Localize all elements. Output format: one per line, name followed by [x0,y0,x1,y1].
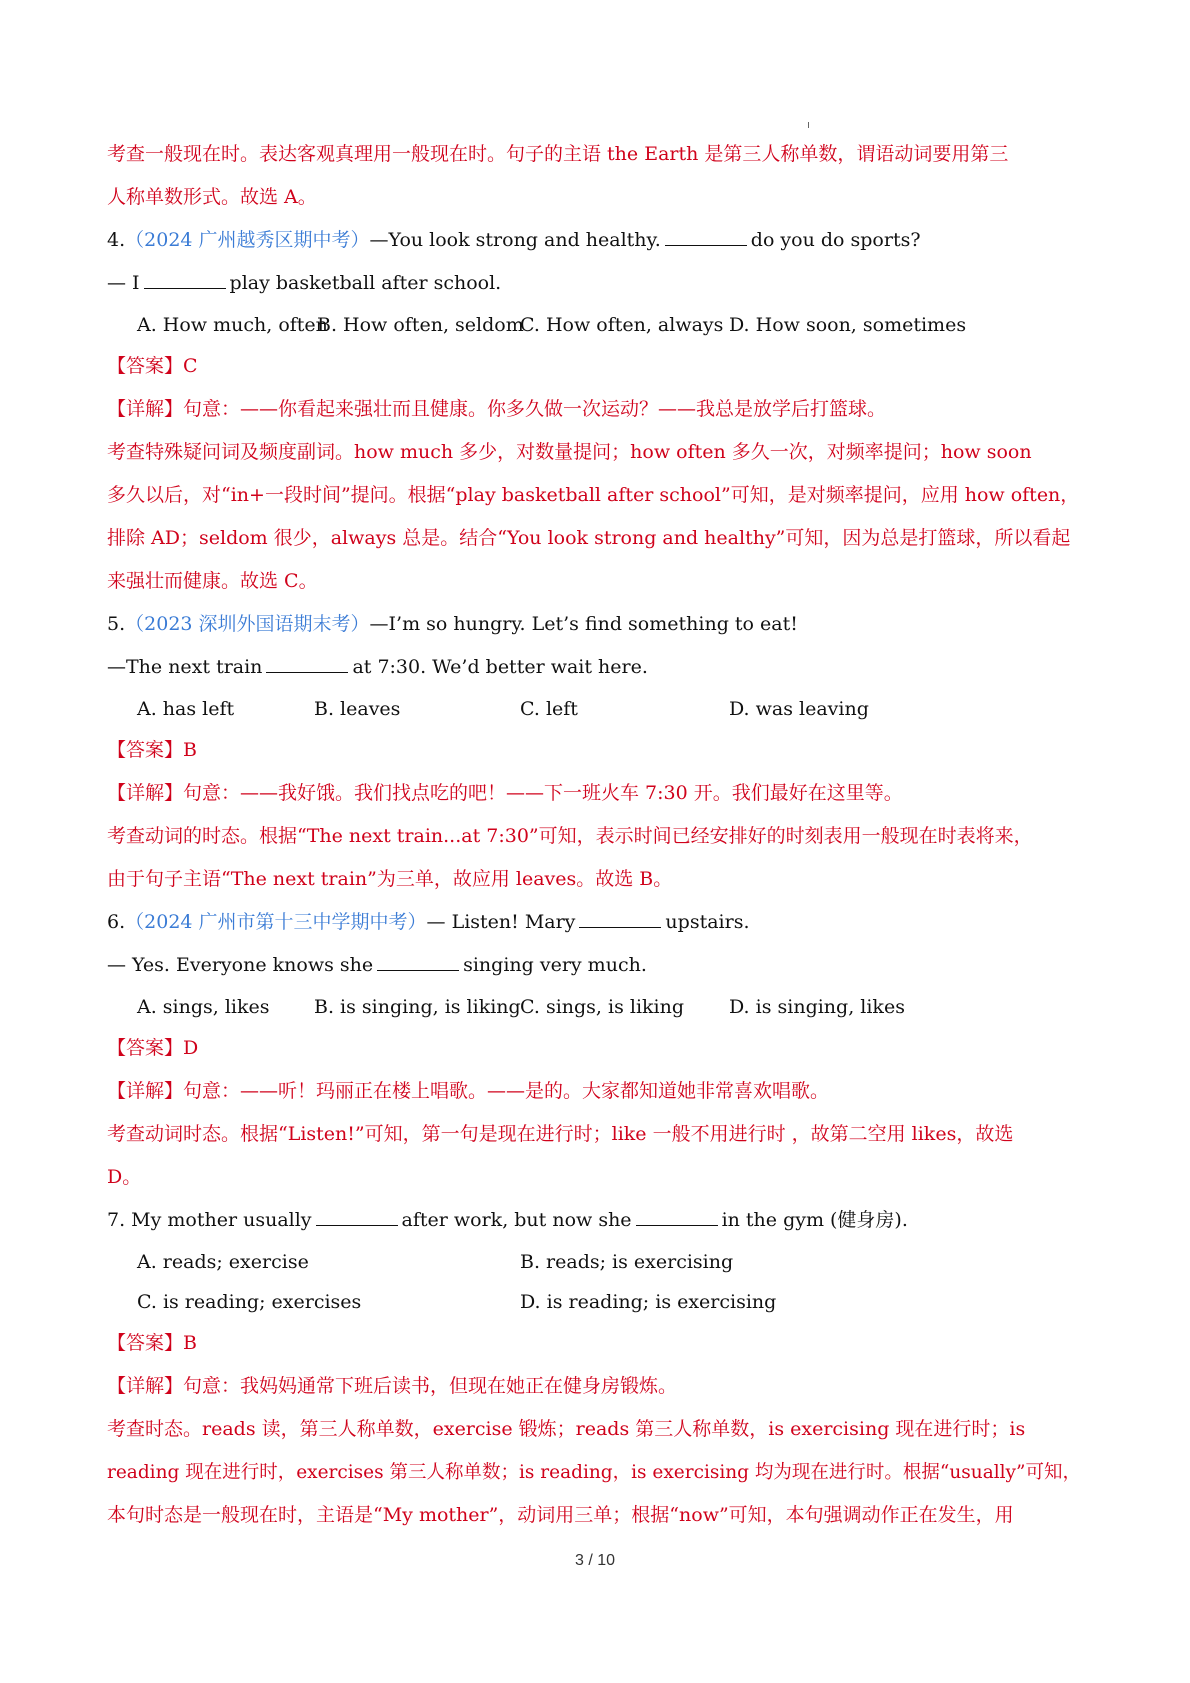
option-d: D. was leaving [729,698,869,720]
answer-label: 【答案】 [107,739,184,761]
explanation-line: 来强壮而健康。故选 C。 [107,570,318,592]
detail-label: 【详解】 [107,1080,184,1102]
option-a: A. How much, often [137,314,328,336]
stem-text: do you do sports? [750,229,921,251]
question-5-stem-2 [107,646,1087,689]
question-6-stem [107,901,1087,944]
question-4-options [107,305,1087,345]
question-4-stem [107,219,1087,262]
option-b: B. is singing, is liking [314,996,521,1018]
explanation-line: 排除 AD；seldom 很少，always 总是。结合“You look strong and healthy”可知，因为总是打篮球，所以看起 [107,527,1071,549]
question-7-stem [107,1199,1087,1242]
question-7-options-row-1 [107,1242,1087,1282]
detail-label: 【详解】 [107,1375,184,1397]
question-4-detail [107,388,1087,431]
question-5-detail [107,772,1087,815]
question-number: 4. [107,229,126,251]
answer-blank [579,907,661,928]
stem-text: singing very much. [463,954,647,976]
option-a: A. has left [137,698,235,720]
option-b: B. leaves [314,698,401,720]
explanation-line: 考查动词时态。根据“Listen!”可知，第一句是现在进行时；like 一般不用进行时 ，故第二空用 likes，故选 [107,1123,1014,1145]
option-c: C. is reading; exercises [137,1291,362,1313]
answer-label: 【答案】 [107,1037,184,1059]
answer-value: D [183,1037,199,1059]
question-4-answer [107,345,1087,388]
stem-text: after work, but now she [401,1209,632,1231]
answer-blank [636,1205,718,1226]
question-number: 5. [107,613,126,635]
option-c: C. How often, always [520,314,724,336]
answer-label: 【答案】 [107,355,184,377]
explanation-line: 考查时态。reads 读，第三人称单数，exercise 锻炼；reads 第三人称单数，is exercising 现在进行时；is [107,1418,1026,1440]
option-a: A. sings, likes [137,996,270,1018]
stem-text: 7. My mother usually [107,1209,312,1231]
answer-blank [144,268,226,289]
stem-text: —I’m so hungry. Let’s find something to eat! [369,613,798,635]
page-number: 3 / 10 [574,1552,616,1569]
page-mark [808,122,809,128]
answer-blank [266,652,348,673]
question-7-answer [107,1322,1087,1365]
option-c: C. sings, is liking [520,996,685,1018]
detail-label: 【详解】 [107,782,184,804]
explanation-line: 由于句子主语“The next train”为三单，故应用 leaves。故选 B。 [107,868,673,890]
question-source: （2024 广州越秀区期中考） [125,229,370,251]
question-6-detail [107,1070,1087,1113]
question-5-options [107,689,1087,729]
option-b: B. How often, seldom [317,314,524,336]
question-6-stem-2 [107,944,1087,987]
answer-blank [665,225,747,246]
continuation-line-2: 人称单数形式。故选 A。 [107,186,317,208]
question-source: （2023 深圳外国语期末考） [125,613,370,635]
detail-meaning: 句意：——我好饿。我们找点吃的吧！——下一班火车 7:30 开。我们最好在这里等。 [183,782,903,804]
option-b: B. reads; is exercising [520,1251,734,1273]
detail-meaning: 句意：我妈妈通常下班后读书，但现在她正在健身房锻炼。 [183,1375,678,1397]
stem-text: in the gym (健身房). [721,1209,908,1231]
detail-meaning: 句意：——你看起来强壮而且健康。你多久做一次运动？——我总是放学后打篮球。 [183,398,887,420]
question-6-answer [107,1027,1087,1070]
stem-text: — I [107,272,140,294]
question-4-stem-2 [107,262,1087,305]
question-5-answer [107,729,1087,772]
option-d: D. is singing, likes [729,996,905,1018]
question-number: 6. [107,911,126,933]
page-content [107,133,1087,1537]
stem-text: — Yes. Everyone knows she [107,954,374,976]
explanation-line: 本句时态是一般现在时，主语是“My mother”，动词用三单；根据“now”可知，本句强调动作正在发生，用 [107,1504,1014,1526]
answer-blank [377,950,459,971]
explanation-line: reading 现在进行时，exercises 第三人称单数；is reading，is exercising 均为现在进行时。根据“usually”可知， [107,1462,1081,1483]
stem-text: at 7:30. We’d better wait here. [352,656,648,678]
question-7-options-row-2 [107,1282,1087,1322]
answer-label: 【答案】 [107,1332,184,1354]
continuation-line-1: 考查一般现在时。表达客观真理用一般现在时。句子的主语 the Earth 是第三人称单数，谓语动词要用第三 [107,143,1009,165]
explanation-line: 考查动词的时态。根据“The next train...at 7:30”可知，表示时间已经安排好的时刻表用一般现在时表将来， [107,825,1033,847]
question-7-detail [107,1365,1087,1408]
stem-text: — Listen! Mary [426,911,576,933]
detail-label: 【详解】 [107,398,184,420]
option-a: A. reads; exercise [137,1251,309,1273]
option-c: C. left [520,698,578,720]
explanation-line: D。 [107,1166,142,1188]
stem-text: —The next train [107,656,263,678]
answer-blank [316,1205,398,1226]
stem-text: upstairs. [665,911,750,933]
answer-value: C [183,355,198,377]
option-d: D. is reading; is exercising [520,1291,777,1313]
explanation-line: 考查特殊疑问词及频度副词。how much 多少，对数量提问；how often 多久一次，对频率提问；how soon [107,441,1032,463]
question-6-options [107,987,1087,1027]
option-d: D. How soon, sometimes [729,314,967,336]
answer-value: B [183,739,197,761]
question-5-stem [107,603,1087,646]
detail-meaning: 句意：——听！玛丽正在楼上唱歌。——是的。大家都知道她非常喜欢唱歌。 [183,1080,830,1102]
answer-value: B [183,1332,197,1354]
question-source: （2024 广州市第十三中学期中考） [125,911,427,933]
stem-text: play basketball after school. [229,272,502,294]
explanation-line: 多久以后，对“in+一段时间”提问。根据“play basketball after school”可知，是对频率提问，应用 how often， [107,484,1080,506]
stem-text: —You look strong and healthy. [369,229,661,251]
